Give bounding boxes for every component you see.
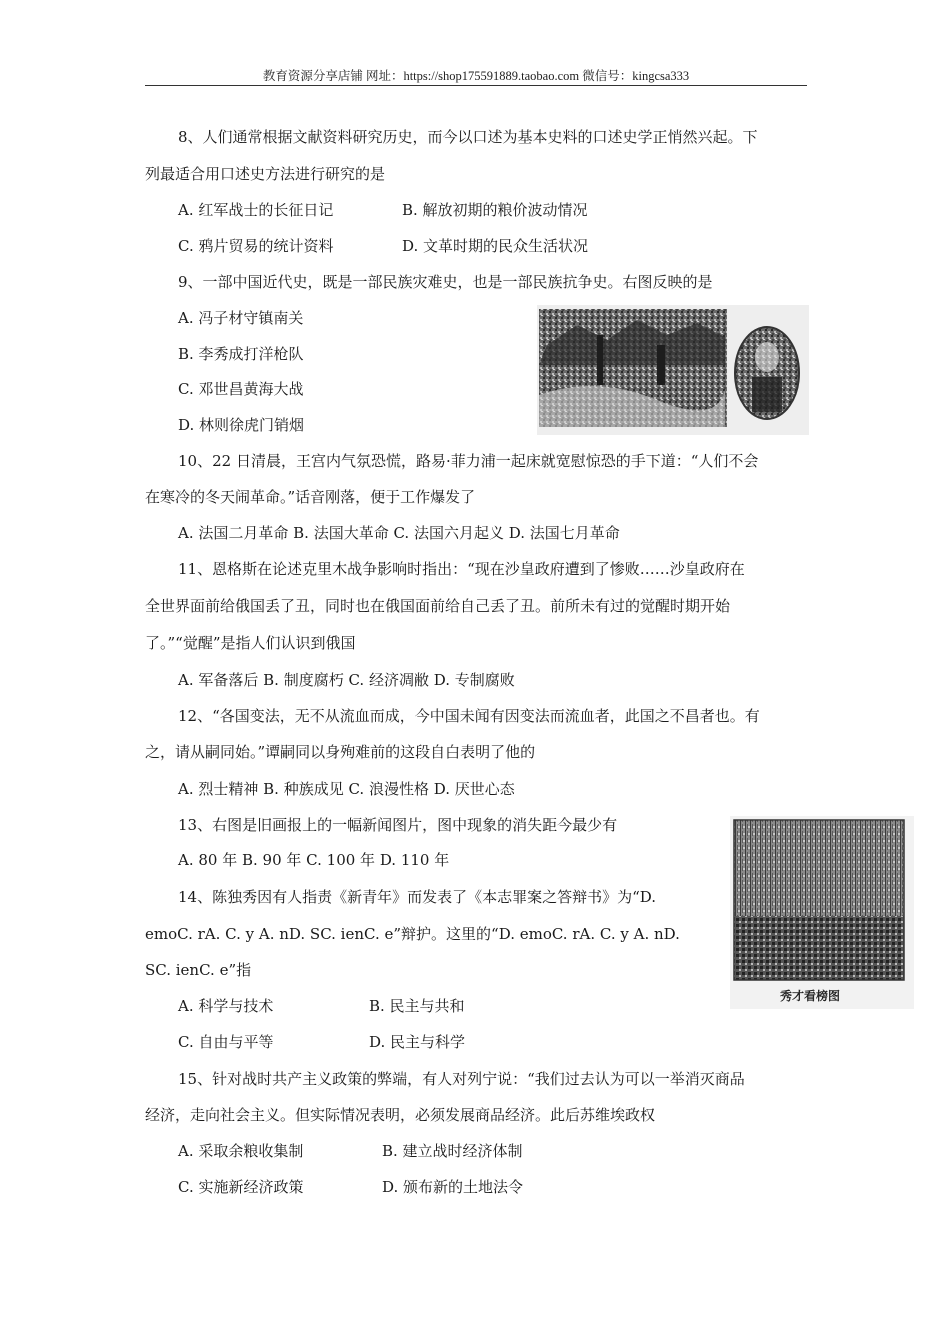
question-15-option-d: D. 颁布新的土地法令 bbox=[382, 1178, 524, 1196]
question-14-option-c: C. 自由与平等 bbox=[178, 1033, 274, 1051]
header-divider bbox=[145, 85, 807, 86]
question-15-option-a: A. 采取余粮收集制 bbox=[178, 1142, 304, 1160]
question-13-text-1: 13、右图是旧画报上的一幅新闻图片，图中现象的消失距今最少有 bbox=[178, 816, 618, 834]
question-14-option-b: B. 民主与共和 bbox=[369, 997, 465, 1015]
question-11-options: A. 军备落后 B. 制度腐朽 C. 经济凋敝 D. 专制腐败 bbox=[178, 671, 515, 689]
question-13-image-caption: 秀才看榜图 bbox=[780, 989, 841, 1003]
question-8-text-2: 列最适合用口述史方法进行研究的是 bbox=[145, 165, 386, 183]
question-11-text-2: 全世界面前给俄国丢了丑，同时也在俄国面前给自己丢了丑。前所未有过的觉醒时期开始 bbox=[145, 597, 731, 615]
question-15-option-c: C. 实施新经济政策 bbox=[178, 1178, 304, 1196]
question-8-option-d: D. 文革时期的民众生活状况 bbox=[402, 237, 589, 255]
question-15-option-b: B. 建立战时经济体制 bbox=[382, 1142, 523, 1160]
question-8-text-1: 8、人们通常根据文献资料研究历史，而今以口述为基本史料的口述史学正悄然兴起。下 bbox=[178, 128, 758, 146]
question-10-text-1: 10、22 日清晨，王宫内气氛恐慌，路易·菲力浦一起床就宽慰惊恐的手下道：“人们不会 bbox=[178, 452, 759, 470]
question-8-option-c: C. 鸦片贸易的统计资料 bbox=[178, 237, 334, 255]
question-14-text-2: emoC. rA. C. y A. nD. SC. ienC. e”辩护。这里的“D. emoC. rA. C. y A. nD. bbox=[145, 925, 680, 943]
question-14-option-d: D. 民主与科学 bbox=[369, 1033, 466, 1051]
question-10-options: A. 法国二月革命 B. 法国大革命 C. 法国六月起义 D. 法国七月革命 bbox=[178, 524, 620, 542]
question-13-scholar-image bbox=[730, 816, 914, 1009]
question-11-text-1: 11、恩格斯在论述克里木战争影响时指出：“现在沙皇政府遭到了惨败……沙皇政府在 bbox=[178, 560, 745, 578]
question-9-option-b: B. 李秀成打洋枪队 bbox=[178, 345, 304, 363]
question-14-text-1: 14、陈独秀因有人指责《新青年》而发表了《本志罪案之答辩书》为“D. bbox=[178, 888, 657, 906]
question-8-option-b: B. 解放初期的粮价波动情况 bbox=[402, 201, 588, 219]
page-header: 教育资源分享店铺 网址：https://shop175591889.taobao.com 微信号：kingcsa333 bbox=[262, 69, 690, 83]
question-11-text-3: 了。”“觉醒”是指人们认识到俄国 bbox=[145, 634, 356, 652]
question-12-text-1: 12、“各国变法，无不从流血而成，今中国未闻有因变法而流血者，此国之不昌者也。有 bbox=[178, 707, 760, 725]
question-10-text-2: 在寒冷的冬天闹革命。”话音刚落，便于工作爆发了 bbox=[145, 488, 476, 506]
question-9-battle-image bbox=[537, 305, 809, 435]
question-9-option-c: C. 邓世昌黄海大战 bbox=[178, 380, 304, 398]
question-12-options: A. 烈士精神 B. 种族成见 C. 浪漫性格 D. 厌世心态 bbox=[178, 780, 515, 798]
question-8-option-a: A. 红军战士的长征日记 bbox=[178, 201, 334, 219]
question-14-text-3: SC. ienC. e”指 bbox=[145, 961, 252, 979]
question-12-text-2: 之，请从嗣同始。”谭嗣同以身殉难前的这段自白表明了他的 bbox=[145, 743, 536, 761]
question-13-options: A. 80 年 B. 90 年 C. 100 年 D. 110 年 bbox=[178, 851, 450, 869]
question-15-text-1: 15、针对战时共产主义政策的弊端，有人对列宁说：“我们过去认为可以一举消灭商品 bbox=[178, 1070, 745, 1088]
question-15-text-2: 经济，走向社会主义。但实际情况表明，必须发展商品经济。此后苏维埃政权 bbox=[145, 1106, 656, 1124]
question-9-text-1: 9、一部中国近代史，既是一部民族灾难史，也是一部民族抗争史。右图反映的是 bbox=[178, 273, 713, 291]
question-9-option-a: A. 冯子材守镇南关 bbox=[178, 309, 304, 327]
question-9-option-d: D. 林则徐虎门销烟 bbox=[178, 416, 305, 434]
question-14-option-a: A. 科学与技术 bbox=[178, 997, 274, 1015]
